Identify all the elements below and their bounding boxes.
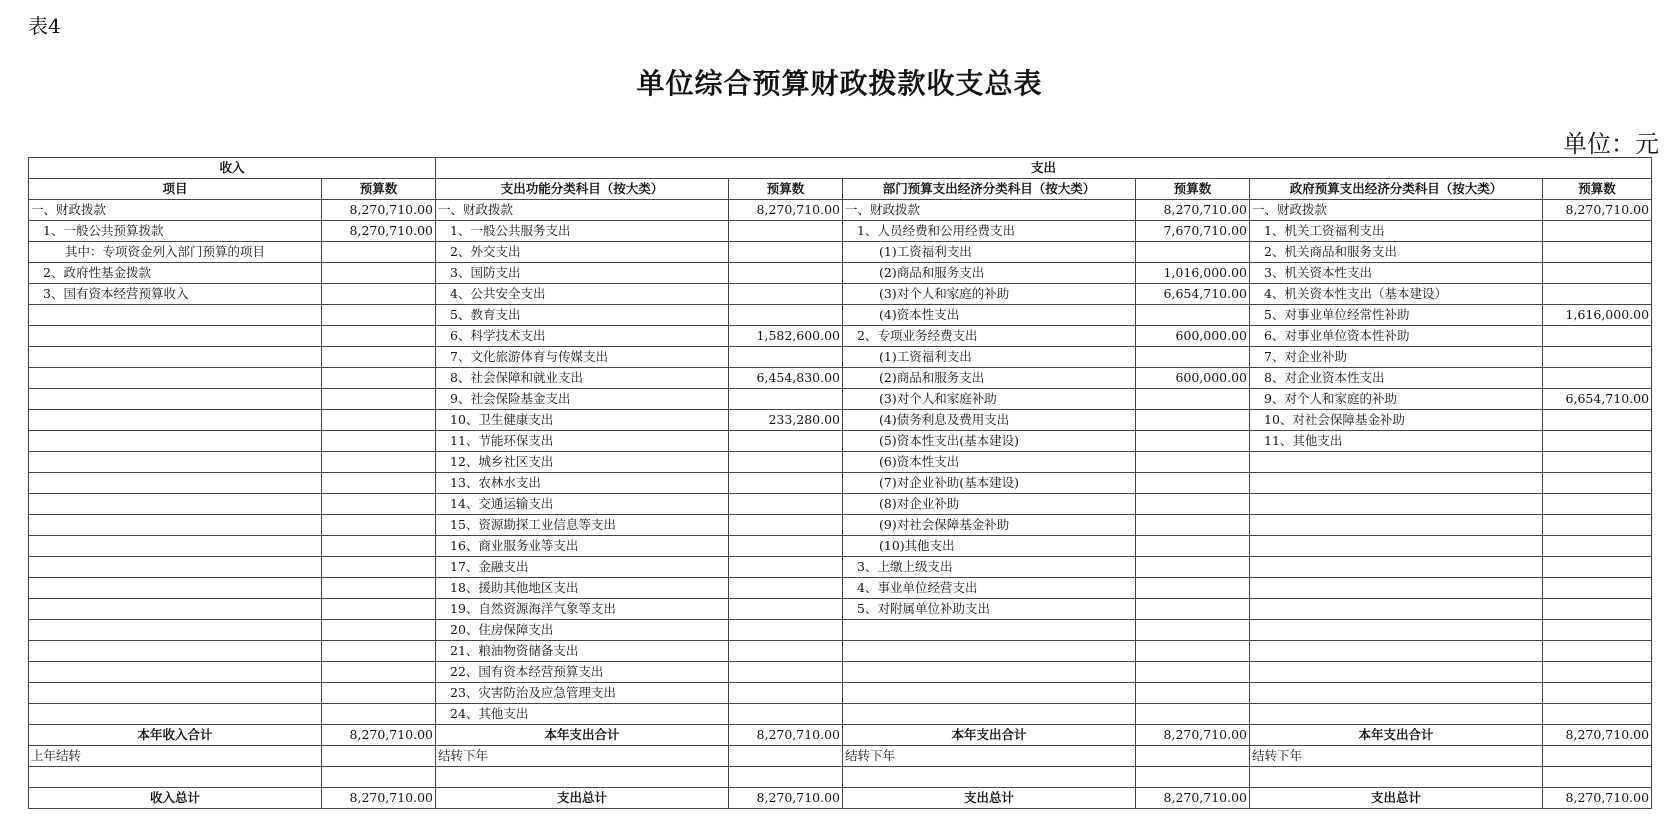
gov-econ-item-cell xyxy=(1250,536,1543,557)
function-amount-cell xyxy=(729,242,843,263)
table-row xyxy=(29,620,1652,641)
function-amount-cell xyxy=(729,662,843,683)
function-item-cell: 23、灾害防治及应急管理支出 xyxy=(436,683,729,704)
function-item-cell: 4、公共安全支出 xyxy=(436,284,729,305)
dept-econ-item-cell: (2)商品和服务支出 xyxy=(843,368,1136,389)
dept-econ-item-cell: (9)对社会保障基金补助 xyxy=(843,515,1136,536)
dept-econ-amount-cell xyxy=(1136,557,1250,578)
function-amount-cell xyxy=(729,683,843,704)
table-row xyxy=(29,599,1652,620)
gov-econ-item-cell: 11、其他支出 xyxy=(1250,431,1543,452)
function-item-cell: 9、社会保险基金支出 xyxy=(436,389,729,410)
income-amount-cell xyxy=(322,578,436,599)
income-item-cell xyxy=(29,767,322,788)
dept-econ-amount-cell xyxy=(1136,242,1250,263)
dept-econ-item-cell xyxy=(843,620,1136,641)
income-item-cell xyxy=(29,347,322,368)
income-item-cell xyxy=(29,473,322,494)
gov-econ-item-cell xyxy=(1250,620,1543,641)
function-amount-cell: 233,280.00 xyxy=(729,410,843,431)
table-row xyxy=(29,788,1652,809)
dept-econ-item-cell: (1)工资福利支出 xyxy=(843,347,1136,368)
column-header: 项目 xyxy=(29,179,322,200)
dept-econ-item-cell: 5、对附属单位补助支出 xyxy=(843,599,1136,620)
gov-econ-amount-cell xyxy=(1543,368,1652,389)
table-row xyxy=(29,431,1652,452)
function-amount-cell xyxy=(729,746,843,767)
table-row xyxy=(29,767,1652,788)
column-header: 部门预算支出经济分类科目（按大类） xyxy=(843,179,1136,200)
dept-econ-item-cell: 2、专项业务经费支出 xyxy=(843,326,1136,347)
table-row xyxy=(29,746,1652,767)
function-amount-cell xyxy=(729,767,843,788)
income-amount-cell xyxy=(322,641,436,662)
income-amount-cell xyxy=(322,515,436,536)
gov-econ-item-cell: 7、对企业补助 xyxy=(1250,347,1543,368)
table-row xyxy=(29,578,1652,599)
function-amount-cell: 8,270,710.00 xyxy=(729,200,843,221)
function-amount-cell xyxy=(729,221,843,242)
gov-econ-item-cell xyxy=(1250,704,1543,725)
expense-section-header: 支出 xyxy=(436,158,1652,179)
gov-econ-amount-cell: 6,654,710.00 xyxy=(1543,389,1652,410)
gov-econ-item-cell: 10、对社会保障基金补助 xyxy=(1250,410,1543,431)
gov-econ-amount-cell xyxy=(1543,284,1652,305)
gov-econ-amount-cell xyxy=(1543,767,1652,788)
income-amount-cell xyxy=(322,557,436,578)
income-amount-cell xyxy=(322,767,436,788)
dept-econ-item-cell xyxy=(843,641,1136,662)
dept-econ-amount-cell xyxy=(1136,746,1250,767)
dept-econ-item-cell xyxy=(843,767,1136,788)
gov-econ-item-cell: 一、财政拨款 xyxy=(1250,200,1543,221)
gov-econ-item-cell xyxy=(1250,578,1543,599)
gov-econ-item-cell: 3、机关资本性支出 xyxy=(1250,263,1543,284)
income-amount-cell xyxy=(322,599,436,620)
table-row xyxy=(29,200,1652,221)
column-header: 预算数 xyxy=(1136,179,1250,200)
income-amount-cell xyxy=(322,431,436,452)
dept-econ-amount-cell xyxy=(1136,347,1250,368)
column-header: 预算数 xyxy=(1543,179,1652,200)
gov-econ-item-cell xyxy=(1250,683,1543,704)
function-amount-cell xyxy=(729,473,843,494)
income-item-cell xyxy=(29,578,322,599)
gov-econ-item-cell: 4、机关资本性支出（基本建设） xyxy=(1250,284,1543,305)
income-amount-cell xyxy=(322,368,436,389)
income-item-cell xyxy=(29,599,322,620)
dept-econ-item-cell: 结转下年 xyxy=(843,746,1136,767)
dept-econ-amount-cell xyxy=(1136,473,1250,494)
income-amount-cell xyxy=(322,284,436,305)
function-amount-cell xyxy=(729,515,843,536)
gov-econ-amount-cell xyxy=(1543,515,1652,536)
dept-econ-amount-cell xyxy=(1136,662,1250,683)
function-amount-cell xyxy=(729,347,843,368)
gov-econ-item-cell: 1、机关工资福利支出 xyxy=(1250,221,1543,242)
dept-econ-amount-cell: 6,654,710.00 xyxy=(1136,284,1250,305)
function-item-cell: 18、援助其他地区支出 xyxy=(436,578,729,599)
income-item-cell xyxy=(29,620,322,641)
gov-econ-item-cell xyxy=(1250,515,1543,536)
dept-econ-item-cell: (3)对个人和家庭补助 xyxy=(843,389,1136,410)
income-item-cell xyxy=(29,431,322,452)
dept-econ-item-cell xyxy=(843,662,1136,683)
function-amount-cell xyxy=(729,389,843,410)
table-row xyxy=(29,683,1652,704)
table-row xyxy=(29,536,1652,557)
budget-table xyxy=(28,157,1652,809)
function-item-cell: 21、粮油物资储备支出 xyxy=(436,641,729,662)
income-amount-cell: 8,270,710.00 xyxy=(322,725,436,746)
column-header: 预算数 xyxy=(322,179,436,200)
gov-econ-item-cell: 结转下年 xyxy=(1250,746,1543,767)
table-row xyxy=(29,494,1652,515)
dept-econ-amount-cell xyxy=(1136,431,1250,452)
function-item-cell: 24、其他支出 xyxy=(436,704,729,725)
gov-econ-item-cell: 6、对事业单位资本性补助 xyxy=(1250,326,1543,347)
dept-econ-item-cell: (4)债务利息及费用支出 xyxy=(843,410,1136,431)
dept-econ-item-cell xyxy=(843,704,1136,725)
function-item-cell: 2、外交支出 xyxy=(436,242,729,263)
gov-econ-amount-cell xyxy=(1543,221,1652,242)
gov-econ-item-cell: 8、对企业资本性支出 xyxy=(1250,368,1543,389)
income-item-cell xyxy=(29,494,322,515)
function-item-cell: 6、科学技术支出 xyxy=(436,326,729,347)
gov-econ-amount-cell: 8,270,710.00 xyxy=(1543,725,1652,746)
dept-econ-amount-cell xyxy=(1136,704,1250,725)
gov-econ-amount-cell xyxy=(1543,641,1652,662)
income-item-cell: 收入总计 xyxy=(29,788,322,809)
income-amount-cell: 8,270,710.00 xyxy=(322,788,436,809)
unit-label: 单位：元 xyxy=(1563,130,1659,158)
gov-econ-amount-cell: 8,270,710.00 xyxy=(1543,788,1652,809)
income-item-cell xyxy=(29,683,322,704)
gov-econ-amount-cell xyxy=(1543,431,1652,452)
income-item-cell xyxy=(29,452,322,473)
dept-econ-amount-cell xyxy=(1136,494,1250,515)
table-row xyxy=(29,368,1652,389)
income-amount-cell xyxy=(322,263,436,284)
income-amount-cell xyxy=(322,242,436,263)
income-item-cell xyxy=(29,368,322,389)
table-row xyxy=(29,410,1652,431)
function-item-cell: 15、资源勘探工业信息等支出 xyxy=(436,515,729,536)
dept-econ-amount-cell xyxy=(1136,578,1250,599)
table-row xyxy=(29,473,1652,494)
dept-econ-amount-cell xyxy=(1136,452,1250,473)
function-amount-cell: 8,270,710.00 xyxy=(729,725,843,746)
table-row xyxy=(29,515,1652,536)
gov-econ-amount-cell xyxy=(1543,746,1652,767)
gov-econ-amount-cell xyxy=(1543,410,1652,431)
dept-econ-amount-cell: 8,270,710.00 xyxy=(1136,788,1250,809)
table-row xyxy=(29,347,1652,368)
dept-econ-item-cell: (1)工资福利支出 xyxy=(843,242,1136,263)
function-item-cell: 1、一般公共服务支出 xyxy=(436,221,729,242)
income-item-cell xyxy=(29,662,322,683)
income-item-cell: 上年结转 xyxy=(29,746,322,767)
dept-econ-amount-cell xyxy=(1136,410,1250,431)
function-amount-cell: 6,454,830.00 xyxy=(729,368,843,389)
table-row xyxy=(29,326,1652,347)
column-header: 支出功能分类科目（按大类） xyxy=(436,179,729,200)
gov-econ-amount-cell xyxy=(1543,557,1652,578)
table-row xyxy=(29,389,1652,410)
income-item-cell xyxy=(29,410,322,431)
function-item-cell: 8、社会保障和就业支出 xyxy=(436,368,729,389)
dept-econ-amount-cell xyxy=(1136,536,1250,557)
function-amount-cell xyxy=(729,557,843,578)
gov-econ-amount-cell xyxy=(1543,494,1652,515)
income-amount-cell xyxy=(322,326,436,347)
income-item-cell: 1、一般公共预算拨款 xyxy=(29,221,322,242)
income-amount-cell xyxy=(322,410,436,431)
gov-econ-amount-cell xyxy=(1543,263,1652,284)
dept-econ-amount-cell: 600,000.00 xyxy=(1136,368,1250,389)
income-item-cell xyxy=(29,641,322,662)
gov-econ-amount-cell xyxy=(1543,578,1652,599)
function-item-cell: 19、自然资源海洋气象等支出 xyxy=(436,599,729,620)
dept-econ-item-cell xyxy=(843,683,1136,704)
function-item-cell xyxy=(436,767,729,788)
function-amount-cell xyxy=(729,599,843,620)
gov-econ-item-cell xyxy=(1250,641,1543,662)
gov-econ-item-cell: 本年支出合计 xyxy=(1250,725,1543,746)
dept-econ-amount-cell: 8,270,710.00 xyxy=(1136,725,1250,746)
income-item-cell xyxy=(29,305,322,326)
dept-econ-amount-cell: 600,000.00 xyxy=(1136,326,1250,347)
column-header: 政府预算支出经济分类科目（按大类） xyxy=(1250,179,1543,200)
function-amount-cell xyxy=(729,263,843,284)
table-number-label: 表4 xyxy=(28,14,61,38)
income-amount-cell xyxy=(322,704,436,725)
income-amount-cell xyxy=(322,305,436,326)
dept-econ-item-cell: 4、事业单位经营支出 xyxy=(843,578,1136,599)
table-row xyxy=(29,221,1652,242)
income-amount-cell xyxy=(322,494,436,515)
dept-econ-item-cell: 3、上缴上级支出 xyxy=(843,557,1136,578)
function-amount-cell xyxy=(729,620,843,641)
function-item-cell: 20、住房保障支出 xyxy=(436,620,729,641)
gov-econ-amount-cell xyxy=(1543,347,1652,368)
function-item-cell: 13、农林水支出 xyxy=(436,473,729,494)
table-row xyxy=(29,557,1652,578)
income-amount-cell xyxy=(322,662,436,683)
dept-econ-item-cell: 一、财政拨款 xyxy=(843,200,1136,221)
gov-econ-item-cell xyxy=(1250,473,1543,494)
dept-econ-amount-cell xyxy=(1136,305,1250,326)
gov-econ-item-cell: 5、对事业单位经常性补助 xyxy=(1250,305,1543,326)
gov-econ-amount-cell xyxy=(1543,452,1652,473)
table-row xyxy=(29,242,1652,263)
income-amount-cell xyxy=(322,452,436,473)
gov-econ-amount-cell xyxy=(1543,536,1652,557)
function-item-cell: 22、国有资本经营预算支出 xyxy=(436,662,729,683)
dept-econ-amount-cell xyxy=(1136,683,1250,704)
function-item-cell: 10、卫生健康支出 xyxy=(436,410,729,431)
function-item-cell: 支出总计 xyxy=(436,788,729,809)
income-item-cell xyxy=(29,326,322,347)
income-item-cell: 本年收入合计 xyxy=(29,725,322,746)
dept-econ-item-cell: (8)对企业补助 xyxy=(843,494,1136,515)
income-amount-cell xyxy=(322,389,436,410)
function-item-cell: 结转下年 xyxy=(436,746,729,767)
function-amount-cell xyxy=(729,494,843,515)
income-amount-cell xyxy=(322,746,436,767)
income-item-cell xyxy=(29,704,322,725)
table-row xyxy=(29,305,1652,326)
dept-econ-amount-cell: 8,270,710.00 xyxy=(1136,200,1250,221)
income-item-cell: 一、财政拨款 xyxy=(29,200,322,221)
dept-econ-item-cell: (7)对企业补助(基本建设) xyxy=(843,473,1136,494)
dept-econ-amount-cell xyxy=(1136,767,1250,788)
income-amount-cell xyxy=(322,683,436,704)
function-amount-cell xyxy=(729,284,843,305)
gov-econ-item-cell: 支出总计 xyxy=(1250,788,1543,809)
function-amount-cell: 8,270,710.00 xyxy=(729,788,843,809)
function-amount-cell xyxy=(729,578,843,599)
dept-econ-item-cell: (6)资本性支出 xyxy=(843,452,1136,473)
function-amount-cell xyxy=(729,431,843,452)
function-item-cell: 本年支出合计 xyxy=(436,725,729,746)
dept-econ-item-cell: (4)资本性支出 xyxy=(843,305,1136,326)
income-item-cell xyxy=(29,389,322,410)
function-item-cell: 12、城乡社区支出 xyxy=(436,452,729,473)
page-title: 单位综合预算财政拨款收支总表 xyxy=(636,67,1043,100)
income-item-cell: 3、国有资本经营预算收入 xyxy=(29,284,322,305)
gov-econ-item-cell: 9、对个人和家庭的补助 xyxy=(1250,389,1543,410)
gov-econ-amount-cell: 1,616,000.00 xyxy=(1543,305,1652,326)
gov-econ-amount-cell xyxy=(1543,599,1652,620)
gov-econ-item-cell xyxy=(1250,494,1543,515)
function-amount-cell: 1,582,600.00 xyxy=(729,326,843,347)
gov-econ-amount-cell: 8,270,710.00 xyxy=(1543,200,1652,221)
gov-econ-amount-cell xyxy=(1543,242,1652,263)
gov-econ-item-cell xyxy=(1250,452,1543,473)
table-row xyxy=(29,452,1652,473)
function-item-cell: 7、文化旅游体育与传媒支出 xyxy=(436,347,729,368)
function-amount-cell xyxy=(729,452,843,473)
dept-econ-item-cell: 本年支出合计 xyxy=(843,725,1136,746)
function-amount-cell xyxy=(729,536,843,557)
gov-econ-item-cell xyxy=(1250,767,1543,788)
dept-econ-item-cell: 支出总计 xyxy=(843,788,1136,809)
function-amount-cell xyxy=(729,704,843,725)
income-amount-cell: 8,270,710.00 xyxy=(322,221,436,242)
dept-econ-amount-cell xyxy=(1136,641,1250,662)
table-row xyxy=(29,641,1652,662)
gov-econ-amount-cell xyxy=(1543,620,1652,641)
dept-econ-item-cell: (5)资本性支出(基本建设) xyxy=(843,431,1136,452)
table-row xyxy=(29,704,1652,725)
dept-econ-amount-cell xyxy=(1136,620,1250,641)
gov-econ-item-cell xyxy=(1250,557,1543,578)
income-amount-cell xyxy=(322,536,436,557)
function-amount-cell xyxy=(729,305,843,326)
function-item-cell: 17、金融支出 xyxy=(436,557,729,578)
income-amount-cell: 8,270,710.00 xyxy=(322,200,436,221)
function-item-cell: 11、节能环保支出 xyxy=(436,431,729,452)
dept-econ-item-cell: (10)其他支出 xyxy=(843,536,1136,557)
dept-econ-amount-cell: 7,670,710.00 xyxy=(1136,221,1250,242)
gov-econ-item-cell xyxy=(1250,599,1543,620)
income-section-header: 收入 xyxy=(29,158,436,179)
income-amount-cell xyxy=(322,620,436,641)
function-item-cell: 3、国防支出 xyxy=(436,263,729,284)
gov-econ-amount-cell xyxy=(1543,473,1652,494)
function-item-cell: 一、财政拨款 xyxy=(436,200,729,221)
gov-econ-item-cell xyxy=(1250,662,1543,683)
income-amount-cell xyxy=(322,473,436,494)
table-row xyxy=(29,662,1652,683)
function-amount-cell xyxy=(729,641,843,662)
dept-econ-item-cell: 1、人员经费和公用经费支出 xyxy=(843,221,1136,242)
income-item-cell xyxy=(29,515,322,536)
table-row xyxy=(29,263,1652,284)
function-item-cell: 5、教育支出 xyxy=(436,305,729,326)
function-item-cell: 14、交通运输支出 xyxy=(436,494,729,515)
dept-econ-amount-cell: 1,016,000.00 xyxy=(1136,263,1250,284)
dept-econ-amount-cell xyxy=(1136,599,1250,620)
gov-econ-amount-cell xyxy=(1543,704,1652,725)
dept-econ-amount-cell xyxy=(1136,389,1250,410)
dept-econ-amount-cell xyxy=(1136,515,1250,536)
income-item-cell xyxy=(29,536,322,557)
dept-econ-item-cell: (3)对个人和家庭的补助 xyxy=(843,284,1136,305)
dept-econ-item-cell: (2)商品和服务支出 xyxy=(843,263,1136,284)
column-header: 预算数 xyxy=(729,179,843,200)
gov-econ-amount-cell xyxy=(1543,326,1652,347)
income-item-cell: 其中：专项资金列入部门预算的项目 xyxy=(29,242,322,263)
function-item-cell: 16、商业服务业等支出 xyxy=(436,536,729,557)
gov-econ-amount-cell xyxy=(1543,683,1652,704)
gov-econ-item-cell: 2、机关商品和服务支出 xyxy=(1250,242,1543,263)
column-header-row xyxy=(29,179,1652,200)
income-item-cell xyxy=(29,557,322,578)
income-item-cell: 2、政府性基金拨款 xyxy=(29,263,322,284)
table-row xyxy=(29,284,1652,305)
section-header-row xyxy=(29,158,1652,179)
gov-econ-amount-cell xyxy=(1543,662,1652,683)
table-row xyxy=(29,725,1652,746)
income-amount-cell xyxy=(322,347,436,368)
